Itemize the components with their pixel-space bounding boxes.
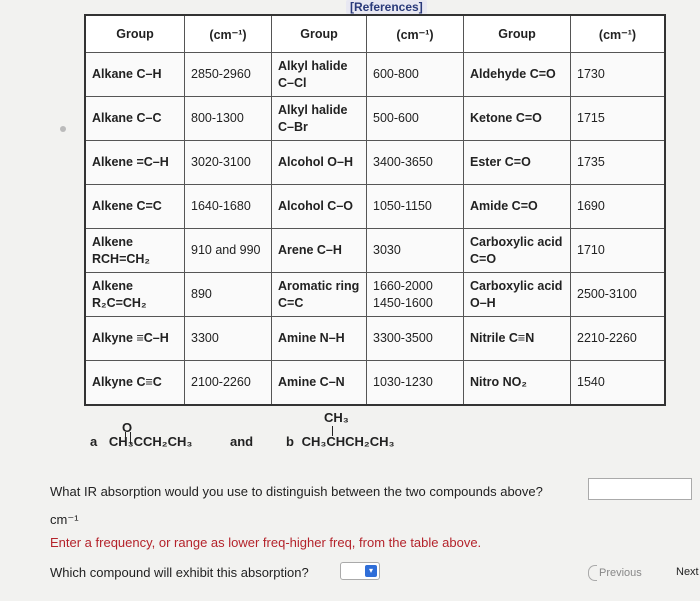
range-cell: 800-1300: [185, 97, 272, 141]
header-wavenumber-1: (cm⁻¹): [185, 15, 272, 53]
question-which-compound: Which compound will exhibit this absorption?: [50, 565, 309, 580]
group-cell: Ester C=O: [464, 141, 571, 185]
table-row: [85, 273, 665, 317]
range-cell: 1715: [571, 97, 666, 141]
and-text: and: [230, 434, 254, 449]
table-row: [85, 53, 665, 97]
group-cell: Nitrile C≡N: [464, 317, 571, 361]
range-cell: 910 and 990: [185, 229, 272, 273]
header-group-1: Group: [85, 15, 185, 53]
compounds-area: [90, 410, 510, 466]
group-cell: Amide C=O: [464, 185, 571, 229]
frequency-answer-input[interactable]: [588, 478, 692, 500]
range-cell: 600-800: [367, 53, 464, 97]
chevron-down-icon: ▾: [365, 565, 377, 577]
compound-a-label: a: [90, 434, 98, 449]
compound-b: [286, 410, 395, 449]
double-bond-line: [125, 432, 131, 444]
previous-button[interactable]: [588, 565, 642, 581]
range-cell: 1735: [571, 141, 666, 185]
table-row: [85, 185, 665, 229]
group-cell: Alkene RCH=CH₂: [85, 229, 185, 273]
range-cell: 2850-2960: [185, 53, 272, 97]
range-cell: 1690: [571, 185, 666, 229]
group-cell: Aromatic ring C=C: [272, 273, 367, 317]
range-cell: 3300: [185, 317, 272, 361]
range-cell: 1050-1150: [367, 185, 464, 229]
group-cell: Alkyne ≡C–H: [85, 317, 185, 361]
group-cell: Alcohol C–O: [272, 185, 367, 229]
references-link[interactable]: [References]: [346, 0, 427, 14]
group-cell: Arene C–H: [272, 229, 367, 273]
group-cell: Alkyl halide C–Cl: [272, 53, 367, 97]
compound-select[interactable]: [340, 562, 380, 580]
group-cell: Alkene R₂C=CH₂: [85, 273, 185, 317]
single-bond-line: [332, 426, 333, 436]
compound-a-formula: CH₃CCH₂CH₃: [108, 434, 193, 449]
range-cell: 890: [185, 273, 272, 317]
range-cell: 1640-1680: [185, 185, 272, 229]
table-row: [85, 229, 665, 273]
group-cell: Alkane C–H: [85, 53, 185, 97]
range-cell: 1030-1230: [367, 361, 464, 406]
range-cell: 1540: [571, 361, 666, 406]
range-cell: 1730: [571, 53, 666, 97]
compound-b-methyl: CH₃: [324, 410, 349, 425]
group-cell: Aldehyde C=O: [464, 53, 571, 97]
range-cell: 3030: [367, 229, 464, 273]
compound-b-label: b: [286, 434, 294, 449]
compound-b-formula: CH₃CHCH₂CH₃: [301, 434, 395, 449]
unit-label: cm⁻¹: [50, 512, 79, 527]
range-cell: 3400-3650: [367, 141, 464, 185]
group-cell: Alcohol O–H: [272, 141, 367, 185]
group-cell: Alkene =C–H: [85, 141, 185, 185]
ir-absorption-table: [84, 14, 666, 406]
header-group-2: Group: [272, 15, 367, 53]
header-wavenumber-3: (cm⁻¹): [571, 15, 666, 53]
chevron-left-icon: [588, 565, 597, 581]
header-wavenumber-2: (cm⁻¹): [367, 15, 464, 53]
table-row: [85, 317, 665, 361]
range-cell: 1660-2000 1450-1600: [367, 273, 464, 317]
group-cell: Alkyne C≡C: [85, 361, 185, 406]
hint-text: Enter a frequency, or range as lower freq-higher freq, from the table above.: [50, 535, 482, 550]
range-cell: 2100-2260: [185, 361, 272, 406]
range-cell: 2210-2260: [571, 317, 666, 361]
table-header-row: [85, 15, 665, 53]
group-cell: Nitro NO₂: [464, 361, 571, 406]
group-cell: Amine C–N: [272, 361, 367, 406]
group-cell: Carboxylic acid O–H: [464, 273, 571, 317]
group-cell: Amine N–H: [272, 317, 367, 361]
group-cell: Ketone C=O: [464, 97, 571, 141]
question-ir-absorption: What IR absorption would you use to distinguish between the two compounds above?: [50, 484, 543, 499]
group-cell: Alkene C=C: [85, 185, 185, 229]
group-cell: Alkane C–C: [85, 97, 185, 141]
previous-label: Previous: [599, 566, 642, 579]
range-cell: 3300-3500: [367, 317, 464, 361]
group-cell: Carboxylic acid C=O: [464, 229, 571, 273]
group-cell: Alkyl halide C–Br: [272, 97, 367, 141]
table-row: [85, 97, 665, 141]
side-dot: [60, 126, 66, 132]
range-cell: 3020-3100: [185, 141, 272, 185]
range-cell: 500-600: [367, 97, 464, 141]
range-cell: 1710: [571, 229, 666, 273]
header-group-3: Group: [464, 15, 571, 53]
compound-a: [90, 420, 193, 449]
compound-a-oxygen: O: [122, 420, 133, 435]
table-row: [85, 361, 665, 406]
table-row: [85, 141, 665, 185]
next-button[interactable]: Next: [676, 566, 699, 578]
range-cell: 2500-3100: [571, 273, 666, 317]
